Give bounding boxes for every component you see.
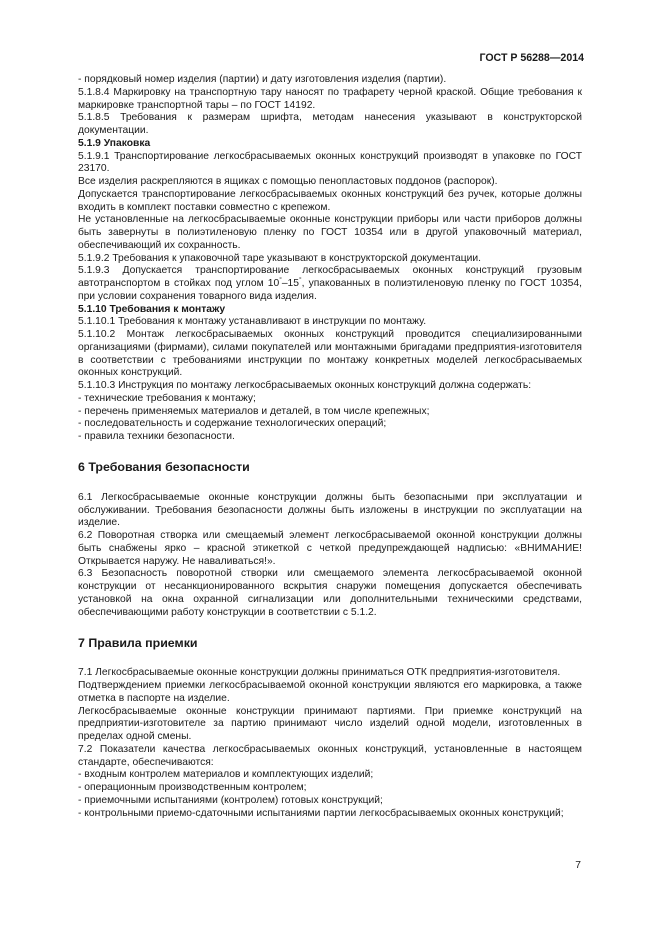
paragraph: 5.1.8.5 Требования к размерам шрифта, методам нанесения указывают в конструкторской документации.: [78, 112, 582, 136]
page-content: [78, 74, 582, 820]
list-item: - входным контролем материалов и комплектующих изделий;: [78, 769, 374, 781]
paragraph: Все изделия раскрепляются в ящиках с помощью пенопластовых поддонов (распорок).: [78, 176, 498, 187]
degree-sign: °: [279, 276, 282, 284]
paragraph: Легкосбрасываемые оконные конструкции принимают партиями. При приемке конструкций на предприятии-изготовителе за партию принимают число изделий одной модели, изготовленных в пределах одной смены.: [78, 705, 582, 742]
list-item: - технические требования к монтажу;: [78, 392, 256, 404]
list-item: - перечень применяемых материалов и деталей, в том числе крепежных;: [78, 405, 430, 417]
paragraph: 5.1.10.1 Требования к монтажу устанавливают в инструкции по монтажу.: [78, 316, 427, 328]
paragraph-5-1-9-3: [78, 265, 582, 303]
paragraph: 7.2 Показатели качества легкосбрасываемых оконных конструкций, установленные в настоящем стандарте, обеспечиваются:: [78, 743, 582, 768]
subsection-heading-5-1-10: 5.1.10 Требования к монтажу: [78, 303, 226, 315]
text-run: –15: [281, 278, 300, 289]
paragraph: 5.1.9.2 Требования к упаковочной таре указывают в конструкторской документации.: [78, 252, 482, 264]
list-item: - последовательность и содержание технологических операций;: [78, 418, 387, 430]
paragraph: 5.1.8.4 Маркировку на транспортную тару наносят по трафарету черной краской. Общие требования к маркировке транспортной тары – по ГОСТ 14192.: [78, 86, 582, 111]
paragraph: - порядковый номер изделия (партии) и дату изготовления изделия (партии).: [78, 74, 447, 85]
paragraph: 7.1 Легкосбрасываемые оконные конструкции должны приниматься ОТК предприятия-изготовителя.: [78, 667, 561, 679]
list-item: - приемочными испытаниями (контролем) готовых конструкций;: [78, 794, 383, 806]
subsection-heading-5-1-9: 5.1.9 Упаковка: [78, 137, 151, 149]
paragraph: Допускается транспортирование легкосбрасываемых оконных конструкций без ручек, которые должны входить в комплект поставки совместно с крепежом.: [78, 188, 582, 213]
section-heading-7: 7 Правила приемки: [78, 636, 198, 651]
degree-sign: °: [299, 276, 302, 284]
page-number: 7: [575, 860, 581, 871]
paragraph: Не установленные на легкосбрасываемые оконные конструкции приборы или части приборов должны быть завернуты в полиэтиленовую пленку по ГОСТ 10354 или в другой упаковочный материал, обеспечивающий их сохранность.: [78, 214, 582, 251]
paragraph: 5.1.10.3 Инструкция по монтажу легкосбрасываемых оконных конструкций должна содержать:: [78, 380, 532, 391]
section-heading-6: 6 Требования безопасности: [78, 459, 250, 474]
paragraph: Подтверждением приемки легкосбрасываемой оконной конструкции являются его маркировка, а также отметка в паспорте на изделие.: [78, 680, 582, 704]
list-item: - операционным производственным контролем;: [78, 782, 307, 793]
text-run: 5.1.9.3 Допускается транспортирование легкосбрасываемых оконных конструкций грузовым автотранспортом в стойках под углом 10: [78, 265, 582, 289]
paragraph: 5.1.10.2 Монтаж легкосбрасываемых оконных конструкций проводится специализированными организациями (фирмами), силами покупателей или монтажными бригадами предприятия-изготовителя в соответствии с требованиями инструкции по монтажу конкретных моделей легкосбрасываемых оконных конструкций.: [78, 329, 582, 379]
text-run: , упакованных в полиэтиленовую пленку по ГОСТ 10354, при условии сохранения товарного вида изделия.: [78, 278, 582, 302]
list-item: - контрольными приемо-сдаточными испытаниями партии легкосбрасываемых оконных конструкций;: [78, 807, 564, 819]
list-item: - правила техники безопасности.: [78, 431, 235, 442]
paragraph: 6.1 Легкосбрасываемые оконные конструкции должны быть безопасными при эксплуатации и обслуживании. Требования безопасности должны быть изложены в инструкции по эксплуатации на изделие.: [78, 491, 582, 529]
document-code: ГОСТ Р 56288—2014: [479, 52, 584, 64]
paragraph: 6.2 Поворотная створка или смещаемый элемент легкосбрасываемой оконной конструкции должны быть снабжены ярко – красной этикеткой с четкой предупреждающей надписью: «ВНИМАНИЕ! Открывается наружу. Не наваливаться!».: [78, 530, 582, 567]
paragraph: 5.1.9.1 Транспортирование легкосбрасываемых оконных конструкций производят в упаковке по ГОСТ 23170.: [78, 150, 582, 175]
paragraph: 6.3 Безопасность поворотной створки или смещаемого элемента легкосбрасываемой оконной конструкции от несанкционированного вскрытия снаружи помещения допускается обеспечивать установкой на окна охранной сигнализации или дополнительными техническими средствами, обеспечивающими работу конструкции в соответствии с 5.1.2.: [78, 568, 582, 618]
